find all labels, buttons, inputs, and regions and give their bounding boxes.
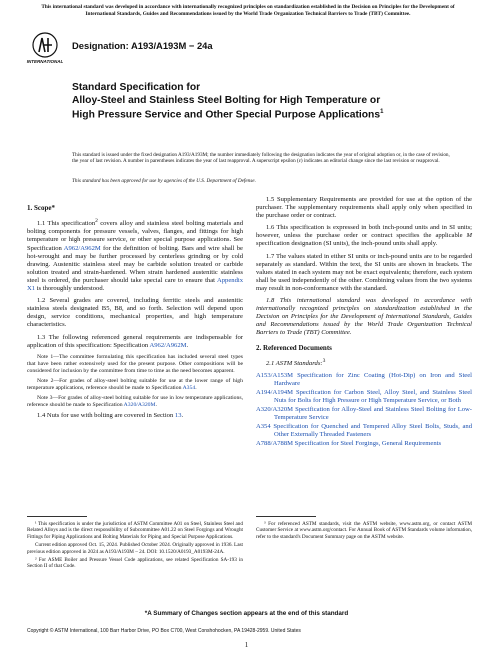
link-appendix-x1[interactable]: Appendix X1 [27,276,243,293]
logo-text: INTERNATIONAL [26,59,64,64]
astm-standards-label: 2.1 ASTM Standards:$^3$ [266,357,326,367]
page-number: 1 [244,641,249,649]
approval-note: This standard has been approved for use by agencies of the U.S. Department of Defense. [72,178,256,184]
section-heading-scope: 1. Scope* [27,204,55,212]
title-block [72,82,392,121]
issued-note: This standard is issued under the fixed designation A193/A193M; the number immediately following the designation indicates the year of original adoption or, in the case of revision, the year of last revision. A number in parentheses indicates the year of last reapproval. A superscript epsilon (ε) indicates an editorial change since the last revision or reapproval. [72,152,450,165]
title-footnote-ref[interactable]: 1 [380,108,384,115]
para-1-8: 1.8 This international standard was developed in accordance with internationally recognized principles on standardization established in the Decision on Principles for the Development of International Standards, Guides and Recommendations issued by the World Trade Organization Technical Barriers to Trade (TBT) Committee. [256,297,472,337]
para-1-5: 1.5 Supplementary Requirements are provided for use at the option of the purchaser. The supplementary requirements shall apply only when specified in the purchase order or contract. [256,196,472,220]
tbt-notice: This international standard was developed in accordance with internationally recognized principles on standardization established in the Decision on Principles for the Development of International Standards, Guides and Recommendations issued by the World Trade Organization Technical Barriers to Trade (TBT) Committee. [41,4,455,17]
footnote-ref-3[interactable]: 3 [322,357,326,364]
reference-link[interactable]: A194/A194M Specification for Carbon Steel, Alloy Steel, and Stainless Steel Nuts for Bolts for High Pressure or High Temperature Service, or Both [256,388,472,404]
section-heading-referenced-documents: 2. Referenced Documents [256,343,332,352]
link-section-13[interactable]: 13 [174,411,182,419]
summary-of-changes-note: *A Summary of Changes section appears at the end of this standard [144,610,349,617]
right-column [256,196,472,449]
footnote-edition: Current edition approved Oct. 15, 2024. Published October 2024. Originally approved in 1936. Last previous edition approved in 2024 as A193/A193M – 24. DOI: 10.1520/A0193_A0193M-24A. [27,542,243,555]
note-1: Note 1—The committee formulating this specification has included several steel types that have been rather extensively used for the present purpose. Other compositions will be considered for inclusion by the committee from time to time as the need becomes apparent. [27,353,243,374]
footnote-divider-left [27,516,87,517]
link-a354[interactable]: A354 [182,384,196,391]
link-a320[interactable]: A320/A320M [123,401,156,408]
footnote-ref-2[interactable]: 2 [95,218,98,225]
title [72,95,392,121]
designation: Designation: A193/A193M − 24a [72,40,213,51]
footnotes-right [256,521,472,542]
para-1-3: 1.3 The following referenced general requirements are indispensable for application of this specification: Specification A962/A962M. [27,333,243,349]
reference-link[interactable]: A354 Specification for Quenched and Tempered Alloy Steel Bolts, Studs, and Other Externally Threaded Fasteners [256,422,472,438]
footnote-divider-right [256,516,316,517]
astm-logo [26,32,64,66]
copyright: Copyright © ASTM International, 100 Barr Harbor Drive, PO Box C700, West Conshohocken, PA 19428-2959. United States [27,628,301,634]
note-2: Note 2—For grades of alloy-steel bolting suitable for use at the lower range of high temperature applications, reference should be made to Specification A354. [27,377,243,391]
link-a962[interactable]: A962/A962M [63,244,101,252]
left-column [27,196,243,424]
link-a962-2[interactable]: A962/A962M [149,341,187,349]
title-text: Alloy-Steel and Stainless Steel Bolting for High Temperature or High Pressure Service and Other Special Purpose Applications [72,95,381,121]
para-1-6: 1.6 This specification is expressed in both inch-pound units and in SI units; however, unless the purchase order or contract specifies the applicable M specification designation (SI units), the inch-pound units shall apply. [256,224,472,248]
footnote-1: ¹ This specification is under the jurisdiction of ASTM Committee A01 on Steel, Stainless Steel and Related Alloys and is the direct responsibility of Subcommittee A01.22 on Steel Forgings and Wrought Fittings for Piping Applications and Bolting Materials for Piping and Special Purpose Applications. [27,521,243,540]
footnote-3: ³ For referenced ASTM standards, visit the ASTM website, www.astm.org, or contact ASTM Customer Service at www.astm.org/contact. For Annual Book of ASTM Standards volume information, refer to the standard's Document Summary page on the ASTM website. [256,521,472,540]
reference-link[interactable]: A153/A153M Specification for Zinc Coating (Hot-Dip) on Iron and Steel Hardware [256,371,472,387]
reference-link[interactable]: A320/A320M Specification for Alloy-Steel and Stainless Steel Bolting for Low-Temperature Service [256,405,472,421]
para-1-2: 1.2 Several grades are covered, including ferritic steels and austenitic stainless steels designated B5, B8, and so forth. Selection will depend upon design, service conditions, mechanical properties, and high temperature characteristics. [27,297,243,329]
reference-link[interactable]: A788/A788M Specification for Steel Forgings, General Requirements [256,439,442,447]
reference-list [256,372,472,448]
para-1-1: 1.1 This specification$^2$ covers alloy and stainless steel bolting materials and bolting components for pressure vessels, valves, flanges, and fittings for high temperature or high pressure service, or other special purpose applications. See Specification A962/A962M for the definition of bolting. Bars and wire shall be hot-wrought and may be further processed by centerless grinding or by cold drawing. Austenitic stainless steel may be carbide solution treated or carbide solution treated and strain-hardened. When strain hardened austenitic stainless steel is ordered, the purchaser should take special care to ensure that Appendix X1 is thoroughly understood. [27,218,243,293]
footnote-2: ² For ASME Boiler and Pressure Vessel Code applications, see related Specification SA-193 in Section II of that Code. [27,557,243,570]
para-1-7: 1.7 The values stated in either SI units or inch-pound units are to be regarded separately as standard. Within the text, the SI units are shown in brackets. The values stated in each system may not be exact equivalents; therefore, each system shall be used independently of the other. Combining values from the two systems may result in non-conformance with the standard. [256,252,472,292]
footnotes-left [27,521,243,572]
title-prefix: Standard Specification for [72,82,201,93]
para-1-4: 1.4 Nuts for use with bolting are covered in Section 13. [37,411,184,419]
note-3: Note 3—For grades of alloy-steel bolting suitable for use in low temperature applications, reference should be made to Specification A320/A320M. [27,394,243,408]
